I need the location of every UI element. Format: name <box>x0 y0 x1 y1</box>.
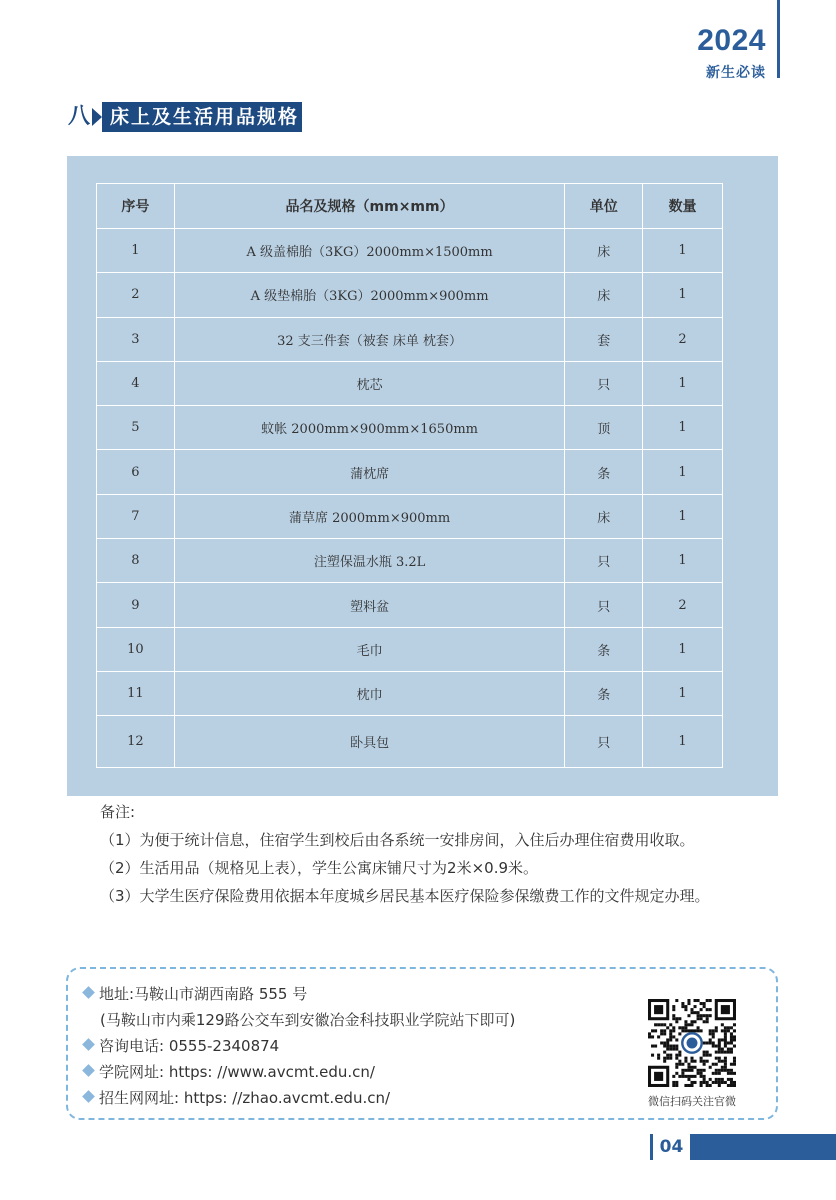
cell-index: 12 <box>97 716 175 768</box>
cell-qty: 2 <box>643 317 723 361</box>
section-title-text: 床上及生活用品规格 <box>102 102 302 132</box>
qr-caption: 微信扫码关注官微 <box>648 1095 736 1108</box>
table-row <box>97 361 723 405</box>
cell-index: 8 <box>97 539 175 583</box>
cell-qty: 1 <box>643 671 723 715</box>
table-row <box>97 229 723 273</box>
cell-index: 1 <box>97 229 175 273</box>
cell-qty: 2 <box>643 583 723 627</box>
cell-item: 枕芯 <box>174 361 564 405</box>
notes-section <box>66 800 756 912</box>
phone-text: 咨询电话: 0555-2340874 <box>99 1037 280 1055</box>
cell-unit: 条 <box>565 450 643 494</box>
phone-line <box>84 1035 279 1056</box>
cell-index: 3 <box>97 317 175 361</box>
cell-unit: 床 <box>565 494 643 538</box>
cell-index: 11 <box>97 671 175 715</box>
contact-info-box <box>66 967 778 1120</box>
footer-bar <box>690 1134 836 1160</box>
cell-index: 10 <box>97 627 175 671</box>
header-year: 2024 <box>697 24 766 57</box>
cell-item: 32 支三件套（被套 床单 枕套） <box>174 317 564 361</box>
admissions-link[interactable]: 招生网网址: https: //zhao.avcmt.edu.cn/ <box>99 1089 391 1107</box>
qr-code-icon <box>648 999 736 1087</box>
diamond-bullet-icon <box>82 1038 95 1051</box>
header-unit: 单位 <box>565 184 643 229</box>
table-row <box>97 494 723 538</box>
table-row <box>97 583 723 627</box>
admissions-line[interactable] <box>84 1087 390 1108</box>
cell-unit: 床 <box>565 229 643 273</box>
note-item-2: （2）生活用品（规格见上表），学生公寓床铺尺寸为2米×0.9米。 <box>100 859 539 877</box>
note-item-1: （1）为便于统计信息，住宿学生到校后由各系统一安排房间，入住后办理住宿费用收取。 <box>100 831 695 849</box>
cell-item: A 级盖棉胎（3KG）2000mm×1500mm <box>174 229 564 273</box>
header-subtitle: 新生必读 <box>706 65 766 81</box>
table-row <box>97 539 723 583</box>
cell-item: 毛巾 <box>174 627 564 671</box>
table-row <box>97 627 723 671</box>
cell-item: 蚊帐 2000mm×900mm×1650mm <box>174 406 564 450</box>
page-number: 04 <box>650 1134 690 1160</box>
diamond-bullet-icon <box>82 1090 95 1103</box>
table-row <box>97 450 723 494</box>
cell-qty: 1 <box>643 273 723 317</box>
cell-item: 蒲枕席 <box>174 450 564 494</box>
directions-text: (马鞍山市内乘129路公交车到安徽冶金科技职业学院站下即可) <box>100 1011 516 1029</box>
cell-index: 9 <box>97 583 175 627</box>
header-item: 品名及规格（mm×mm） <box>174 184 564 229</box>
header-vertical-bar <box>777 0 780 78</box>
spec-table-panel <box>67 156 778 796</box>
diamond-bullet-icon <box>82 1064 95 1077</box>
note-item-3: （3）大学生医疗保险费用依据本年度城乡居民基本医疗保险参保缴费工作的文件规定办理。 <box>100 887 710 905</box>
cell-unit: 条 <box>565 671 643 715</box>
directions-line <box>100 1009 515 1030</box>
cell-qty: 1 <box>643 494 723 538</box>
qr-code-graphic <box>648 999 736 1087</box>
cell-index: 7 <box>97 494 175 538</box>
cell-index: 5 <box>97 406 175 450</box>
table-row <box>97 317 723 361</box>
cell-unit: 只 <box>565 539 643 583</box>
cell-qty: 1 <box>643 229 723 273</box>
cell-qty: 1 <box>643 406 723 450</box>
cell-qty: 1 <box>643 539 723 583</box>
table-header-row <box>97 184 723 229</box>
cell-unit: 床 <box>565 273 643 317</box>
spec-table <box>96 183 723 768</box>
cell-qty: 1 <box>643 627 723 671</box>
cell-qty: 1 <box>643 361 723 405</box>
address-line <box>84 983 307 1004</box>
section-title <box>64 99 304 135</box>
cell-index: 2 <box>97 273 175 317</box>
cell-item: 塑料盆 <box>174 583 564 627</box>
cell-unit: 只 <box>565 583 643 627</box>
cell-item: 注塑保温水瓶 3.2L <box>174 539 564 583</box>
cell-qty: 1 <box>643 716 723 768</box>
cell-item: A 级垫棉胎（3KG）2000mm×900mm <box>174 273 564 317</box>
table-row <box>97 406 723 450</box>
table-row <box>97 716 723 768</box>
cell-qty: 1 <box>643 450 723 494</box>
cell-unit: 顶 <box>565 406 643 450</box>
cell-item: 卧具包 <box>174 716 564 768</box>
cell-unit: 套 <box>565 317 643 361</box>
cell-item: 枕巾 <box>174 671 564 715</box>
cell-index: 4 <box>97 361 175 405</box>
section-number: 八 <box>67 104 90 129</box>
table-row <box>97 273 723 317</box>
header-qty: 数量 <box>643 184 723 229</box>
address-text: 地址:马鞍山市湖西南路 555 号 <box>99 985 308 1003</box>
diamond-bullet-icon <box>82 986 95 999</box>
table-row <box>97 671 723 715</box>
header-index: 序号 <box>97 184 175 229</box>
cell-unit: 只 <box>565 361 643 405</box>
cell-item: 蒲草席 2000mm×900mm <box>174 494 564 538</box>
section-arrow-icon <box>92 108 102 126</box>
website-link[interactable]: 学院网址: https: //www.avcmt.edu.cn/ <box>99 1063 375 1081</box>
cell-unit: 条 <box>565 627 643 671</box>
cell-index: 6 <box>97 450 175 494</box>
notes-label: 备注: <box>100 803 136 821</box>
cell-unit: 只 <box>565 716 643 768</box>
website-line[interactable] <box>84 1061 375 1082</box>
